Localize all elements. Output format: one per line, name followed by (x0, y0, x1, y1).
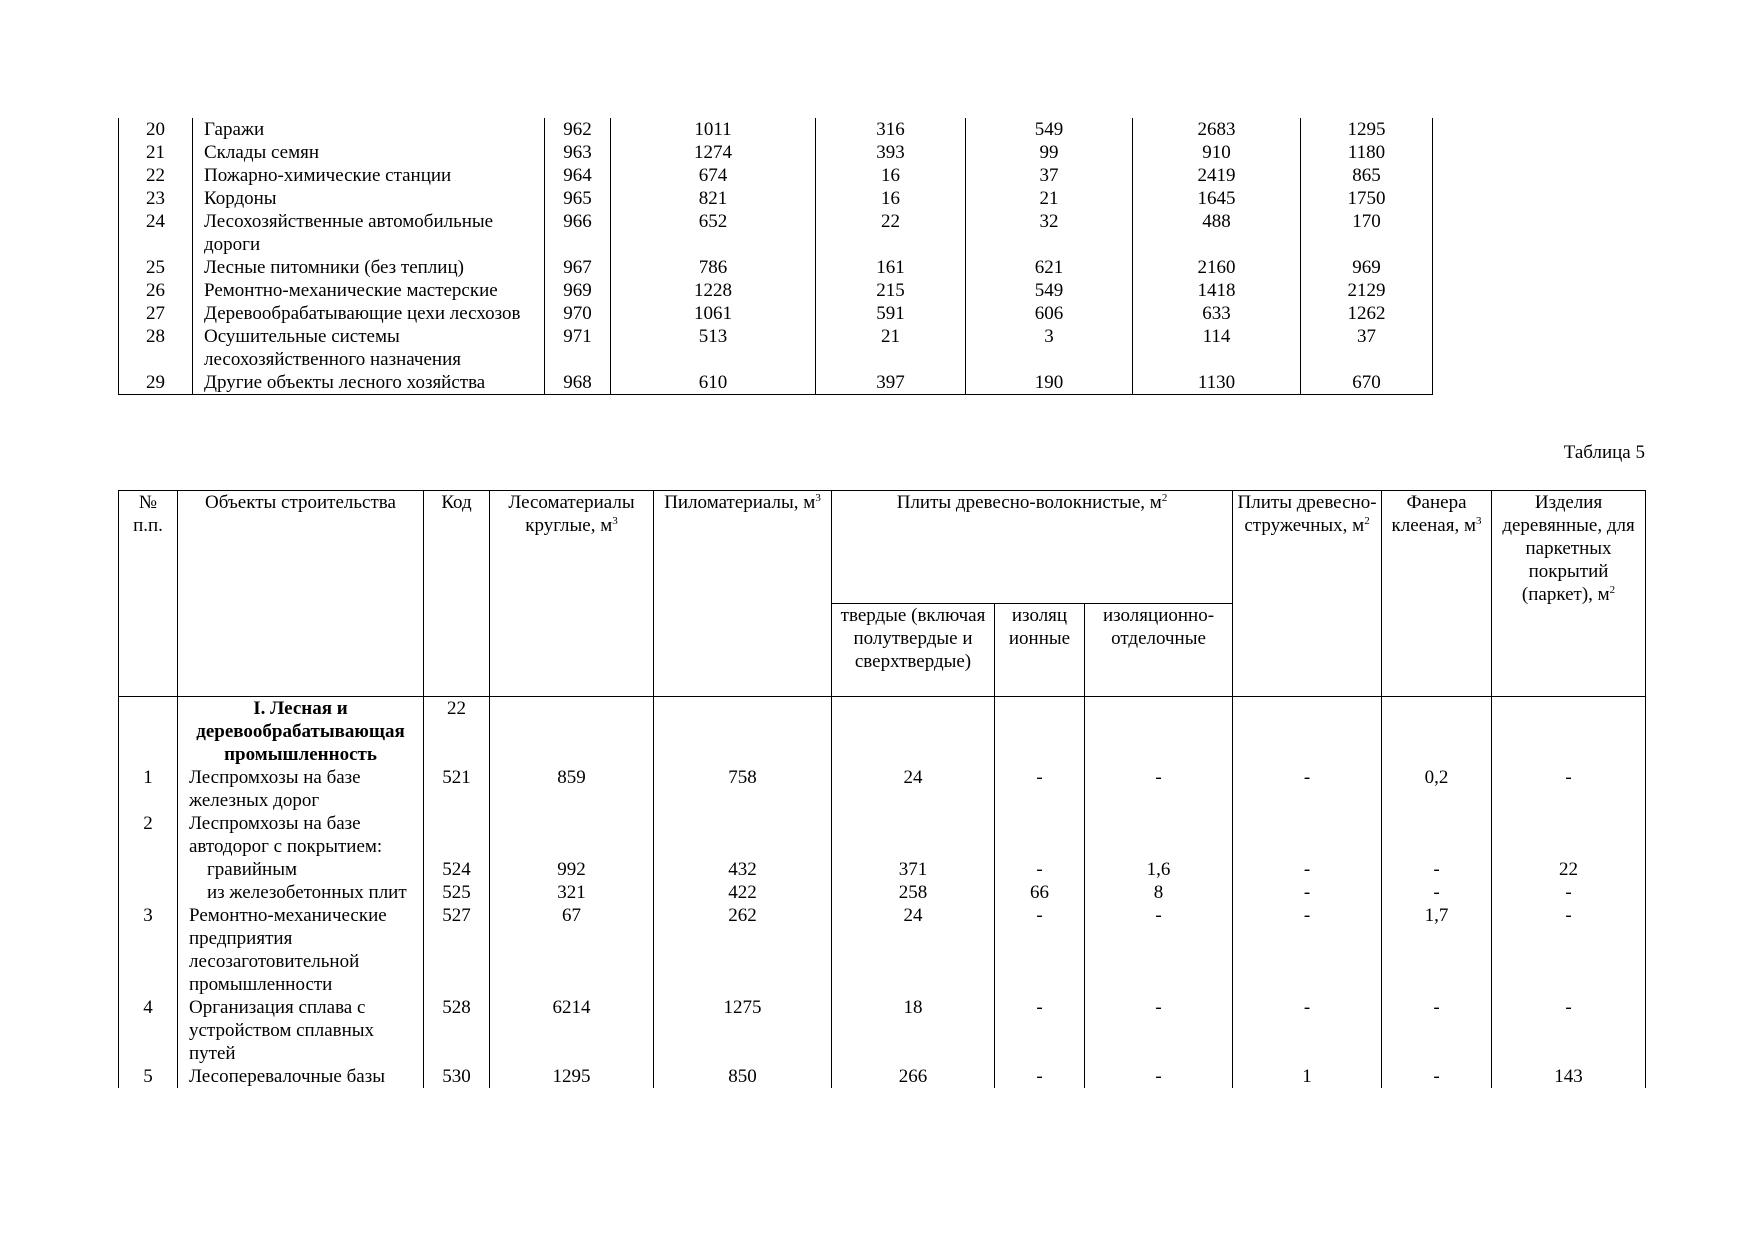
section-row (119, 697, 1646, 767)
row-name: Организация сплава с устройством сплавных путей (178, 996, 424, 1065)
cell-value: 67 (490, 904, 654, 996)
cell-value: 397 (816, 371, 966, 395)
cell-value: - (1382, 996, 1492, 1065)
table-row (119, 325, 1433, 371)
row-code: 968 (545, 371, 611, 395)
cell-value: 37 (1301, 325, 1433, 371)
row-name: Леспромхозы на базе железных дорог (178, 766, 424, 812)
row-code: 963 (545, 141, 611, 164)
cell-value: 1130 (1133, 371, 1301, 395)
row-name: Пожарно-химические станции (193, 164, 545, 187)
table-row (119, 210, 1433, 256)
row-name: Кордоны (193, 187, 545, 210)
cell-value: - (1085, 766, 1233, 812)
cell-value: - (1492, 996, 1646, 1065)
cell-value: 1295 (1301, 118, 1433, 141)
cell-value: 37 (966, 164, 1133, 187)
row-number: 21 (119, 141, 193, 164)
cell-value: 1180 (1301, 141, 1433, 164)
cell-value: 22 (1492, 858, 1646, 881)
cell-value: 215 (816, 279, 966, 302)
cell-value: 992 (490, 858, 654, 881)
cell-value: 610 (611, 371, 816, 395)
cell-value: 0,2 (1382, 766, 1492, 812)
cell-value: 1,6 (1085, 858, 1233, 881)
cell-value: 262 (654, 904, 832, 996)
row-code: 530 (424, 1065, 490, 1088)
cell-value: 850 (654, 1065, 832, 1088)
cell-value: 8 (1085, 881, 1233, 904)
cell-value: 621 (966, 256, 1133, 279)
cell-value: 24 (832, 904, 995, 996)
cell-value: 1295 (490, 1065, 654, 1088)
row-code: 527 (424, 904, 490, 996)
row-number: 28 (119, 325, 193, 371)
cell-value: 758 (654, 766, 832, 812)
header-object: Объекты строительства (178, 491, 424, 697)
cell-value: 432 (654, 858, 832, 881)
cell-value: 549 (966, 279, 1133, 302)
cell-value: - (1085, 904, 1233, 996)
header-code: Код (424, 491, 490, 697)
section-code: 22 (424, 697, 490, 767)
row-name: Гаражи (193, 118, 545, 141)
row-code: 971 (545, 325, 611, 371)
cell-value: 865 (1301, 164, 1433, 187)
cell-value: 821 (611, 187, 816, 210)
cell-value (1382, 812, 1492, 858)
header-particleboard: Плиты древесно-стружечных, $м^2$ (1233, 491, 1382, 697)
row-code: 967 (545, 256, 611, 279)
table-row (119, 881, 1646, 904)
table-5-header (119, 491, 1646, 697)
cell-value: 488 (1133, 210, 1301, 256)
header-round-timber: Лесоматериалы круглые, $м^3$ (490, 491, 654, 697)
row-name: Осушительные системы лесохозяйственного назначения (193, 325, 545, 371)
header-fiberboard-hard: твердые (включая полутвердые и сверхтвердые) (832, 604, 995, 697)
cell-value (832, 812, 995, 858)
cell-value: 674 (611, 164, 816, 187)
table-row (119, 279, 1433, 302)
table-5 (118, 490, 1646, 1088)
cell-value: - (1233, 904, 1382, 996)
row-code: 964 (545, 164, 611, 187)
row-number: 20 (119, 118, 193, 141)
row-number: 24 (119, 210, 193, 256)
row-name: гравийным (178, 858, 424, 881)
row-code (424, 812, 490, 858)
cell-value: 606 (966, 302, 1133, 325)
table-row (119, 904, 1646, 996)
cell-value: 16 (816, 164, 966, 187)
cell-value (1085, 812, 1233, 858)
cell-value: 1 (1233, 1065, 1382, 1088)
cell-value: 1011 (611, 118, 816, 141)
header-fiberboard-insulating: изоляц ионные (995, 604, 1085, 697)
cell-value: 393 (816, 141, 966, 164)
cell-value (490, 812, 654, 858)
cell-value: - (1492, 766, 1646, 812)
cell-value: 1750 (1301, 187, 1433, 210)
row-name: Склады семян (193, 141, 545, 164)
cell-value: - (995, 904, 1085, 996)
cell-value: - (1233, 881, 1382, 904)
row-name: Леспромхозы на базе автодорог с покрытием: (178, 812, 424, 858)
top-table-continuation (118, 118, 1433, 395)
cell-value: 1228 (611, 279, 816, 302)
cell-value: 24 (832, 766, 995, 812)
cell-value: - (1492, 881, 1646, 904)
section-title: I. Лесная и деревообрабатывающая промышленность (178, 697, 424, 767)
cell-value: 114 (1133, 325, 1301, 371)
cell-value: - (1233, 996, 1382, 1065)
cell-value: - (995, 766, 1085, 812)
cell-value (1492, 812, 1646, 858)
cell-value: 513 (611, 325, 816, 371)
cell-value: 321 (490, 881, 654, 904)
row-number: 26 (119, 279, 193, 302)
cell-value: 786 (611, 256, 816, 279)
row-name: Лесохозяйственные автомобильные дороги (193, 210, 545, 256)
table-row (119, 118, 1433, 141)
cell-value: 859 (490, 766, 654, 812)
row-code: 528 (424, 996, 490, 1065)
cell-value: 316 (816, 118, 966, 141)
row-number: 5 (119, 1065, 178, 1088)
header-sawn-timber: Пиломатериалы, $м^3$ (654, 491, 832, 697)
cell-value: 1,7 (1382, 904, 1492, 996)
row-number: 3 (119, 904, 178, 996)
header-parquet: Изделия деревянные, для паркетных покрытий (паркет), $м^2$ (1492, 491, 1646, 697)
cell-value: 161 (816, 256, 966, 279)
cell-value: 18 (832, 996, 995, 1065)
row-number: 23 (119, 187, 193, 210)
cell-value: - (1382, 858, 1492, 881)
cell-value: 910 (1133, 141, 1301, 164)
cell-value: - (1233, 766, 1382, 812)
row-code: 524 (424, 858, 490, 881)
row-code: 521 (424, 766, 490, 812)
table-row (119, 164, 1433, 187)
cell-value: 170 (1301, 210, 1433, 256)
cell-value: - (1382, 881, 1492, 904)
cell-value: 3 (966, 325, 1133, 371)
table-5-body (119, 697, 1646, 1089)
table-row (119, 141, 1433, 164)
row-number (119, 858, 178, 881)
table-caption: Таблица 5 (1563, 442, 1645, 463)
cell-value: - (995, 996, 1085, 1065)
cell-value: - (1085, 1065, 1233, 1088)
cell-value: 549 (966, 118, 1133, 141)
cell-value: 258 (832, 881, 995, 904)
row-code: 970 (545, 302, 611, 325)
table-row (119, 371, 1433, 395)
row-name: Ремонтно-механические мастерские (193, 279, 545, 302)
row-code: 525 (424, 881, 490, 904)
cell-value: 652 (611, 210, 816, 256)
cell-value: 1275 (654, 996, 832, 1065)
table-row (119, 187, 1433, 210)
row-number (119, 881, 178, 904)
row-name: из железобетонных плит (178, 881, 424, 904)
row-number: 1 (119, 766, 178, 812)
header-plywood: Фанера клееная, $м^3$ (1382, 491, 1492, 697)
cell-value: 66 (995, 881, 1085, 904)
row-number: 4 (119, 996, 178, 1065)
cell-value: 266 (832, 1065, 995, 1088)
table-row (119, 996, 1646, 1065)
cell-value: 2129 (1301, 279, 1433, 302)
cell-value: - (1085, 996, 1233, 1065)
table-row (119, 812, 1646, 858)
cell-value: - (995, 858, 1085, 881)
row-code: 966 (545, 210, 611, 256)
header-fiberboard: Плиты древесно-волокнистые, $м^2$ (832, 491, 1233, 604)
cell-value: 16 (816, 187, 966, 210)
table-row (119, 858, 1646, 881)
row-number: 22 (119, 164, 193, 187)
cell-value: 1262 (1301, 302, 1433, 325)
cell-value: 969 (1301, 256, 1433, 279)
cell-value (995, 812, 1085, 858)
cell-value: 422 (654, 881, 832, 904)
cell-value: 633 (1133, 302, 1301, 325)
row-code: 965 (545, 187, 611, 210)
cell-value: 670 (1301, 371, 1433, 395)
header-num: № п.п. (119, 491, 178, 697)
cell-value: - (1382, 1065, 1492, 1088)
cell-value (1233, 812, 1382, 858)
cell-value: 21 (816, 325, 966, 371)
table-row (119, 256, 1433, 279)
row-number: 27 (119, 302, 193, 325)
row-code: 962 (545, 118, 611, 141)
cell-value: 1645 (1133, 187, 1301, 210)
cell-value: 32 (966, 210, 1133, 256)
row-name: Другие объекты лесного хозяйства (193, 371, 545, 395)
cell-value: 21 (966, 187, 1133, 210)
cell-value: 22 (816, 210, 966, 256)
cell-value: 2683 (1133, 118, 1301, 141)
cell-value: 1418 (1133, 279, 1301, 302)
row-name: Деревообрабатывающие цехи лесхозов (193, 302, 545, 325)
table-row (119, 766, 1646, 812)
cell-value: 99 (966, 141, 1133, 164)
cell-value: - (1233, 858, 1382, 881)
row-name: Лесные питомники (без теплиц) (193, 256, 545, 279)
row-name: Лесоперевалочные базы (178, 1065, 424, 1088)
table-row (119, 302, 1433, 325)
cell-value: 591 (816, 302, 966, 325)
cell-value: 1274 (611, 141, 816, 164)
row-name: Ремонтно-механические предприятия лесозаготовительной промышленности (178, 904, 424, 996)
header-fiberboard-insulating-finishing: изоляционно-отделочные (1085, 604, 1233, 697)
cell-value: - (995, 1065, 1085, 1088)
cell-value (654, 812, 832, 858)
row-number: 2 (119, 812, 178, 858)
cell-value: 1061 (611, 302, 816, 325)
top-table-body (119, 118, 1433, 395)
cell-value: 6214 (490, 996, 654, 1065)
cell-value: 143 (1492, 1065, 1646, 1088)
cell-value: 190 (966, 371, 1133, 395)
cell-value: 371 (832, 858, 995, 881)
cell-value: - (1492, 904, 1646, 996)
table-row (119, 1065, 1646, 1088)
row-code: 969 (545, 279, 611, 302)
cell-value: 2419 (1133, 164, 1301, 187)
row-number: 29 (119, 371, 193, 395)
cell-value: 2160 (1133, 256, 1301, 279)
row-number: 25 (119, 256, 193, 279)
